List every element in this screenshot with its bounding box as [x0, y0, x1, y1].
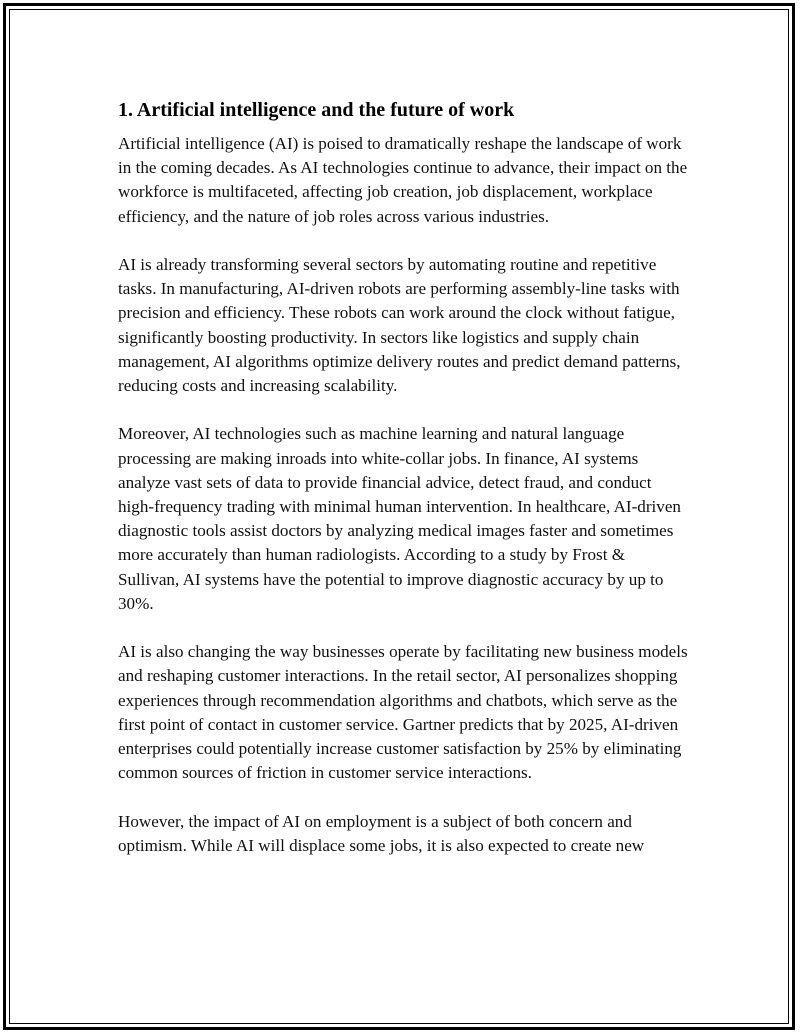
- paragraph-employment-impact: However, the impact of AI on employment is a subject of both concern and optimism. While AI will displace some jobs, it is also expected to create new: [118, 811, 645, 855]
- page-frame: [3, 3, 795, 1030]
- paragraph-business-models: AI is also changing the way businesses operate by facilitating new business models and reshaping customer interactions. In the retail sector, AI personalizes shopping experiences through recommendation algorithms and chatbots, which serve as the first point of contact in customer service. Gartner predicts that by 2025, AI-driven enterprises could potentially increase customer satisfaction by 25% by eliminating common sources of friction in customer service interactions.: [118, 642, 688, 783]
- document-body: [118, 96, 688, 858]
- paragraph-automation: AI is already transforming several sectors by automating routine and repetitive tasks. In manufacturing, AI-driven robots are performing assembly-line tasks with precision and efficiency. These robots can work around the clock without fatigue, significantly boosting productivity. In sectors like logistics and supply chain management, AI algorithms optimize delivery routes and predict demand patterns, reducing costs and increasing scalability.: [118, 255, 681, 396]
- section-title: 1. Artificial intelligence and the future of work: [118, 99, 515, 121]
- paragraph-white-collar: Moreover, AI technologies such as machine learning and natural language processing are making inroads into white-collar jobs. In finance, AI systems analyze vast sets of data to provide financial advice, detect fraud, and conduct high-frequency trading with minimal human intervention. In healthcare, AI-driven diagnostic tools assist doctors by analyzing medical images faster and sometimes more accurately than human radiologists. According to a study by Frost & Sullivan, AI systems have the potential to improve diagnostic accuracy by up to 30%.: [118, 424, 681, 613]
- paragraph-intro: Artificial intelligence (AI) is poised to dramatically reshape the landscape of work in the coming decades. As AI technologies continue to advance, their impact on the workforce is multifaceted, affecting job creation, job displacement, workplace efficiency, and the nature of job roles across various industries.: [118, 134, 688, 226]
